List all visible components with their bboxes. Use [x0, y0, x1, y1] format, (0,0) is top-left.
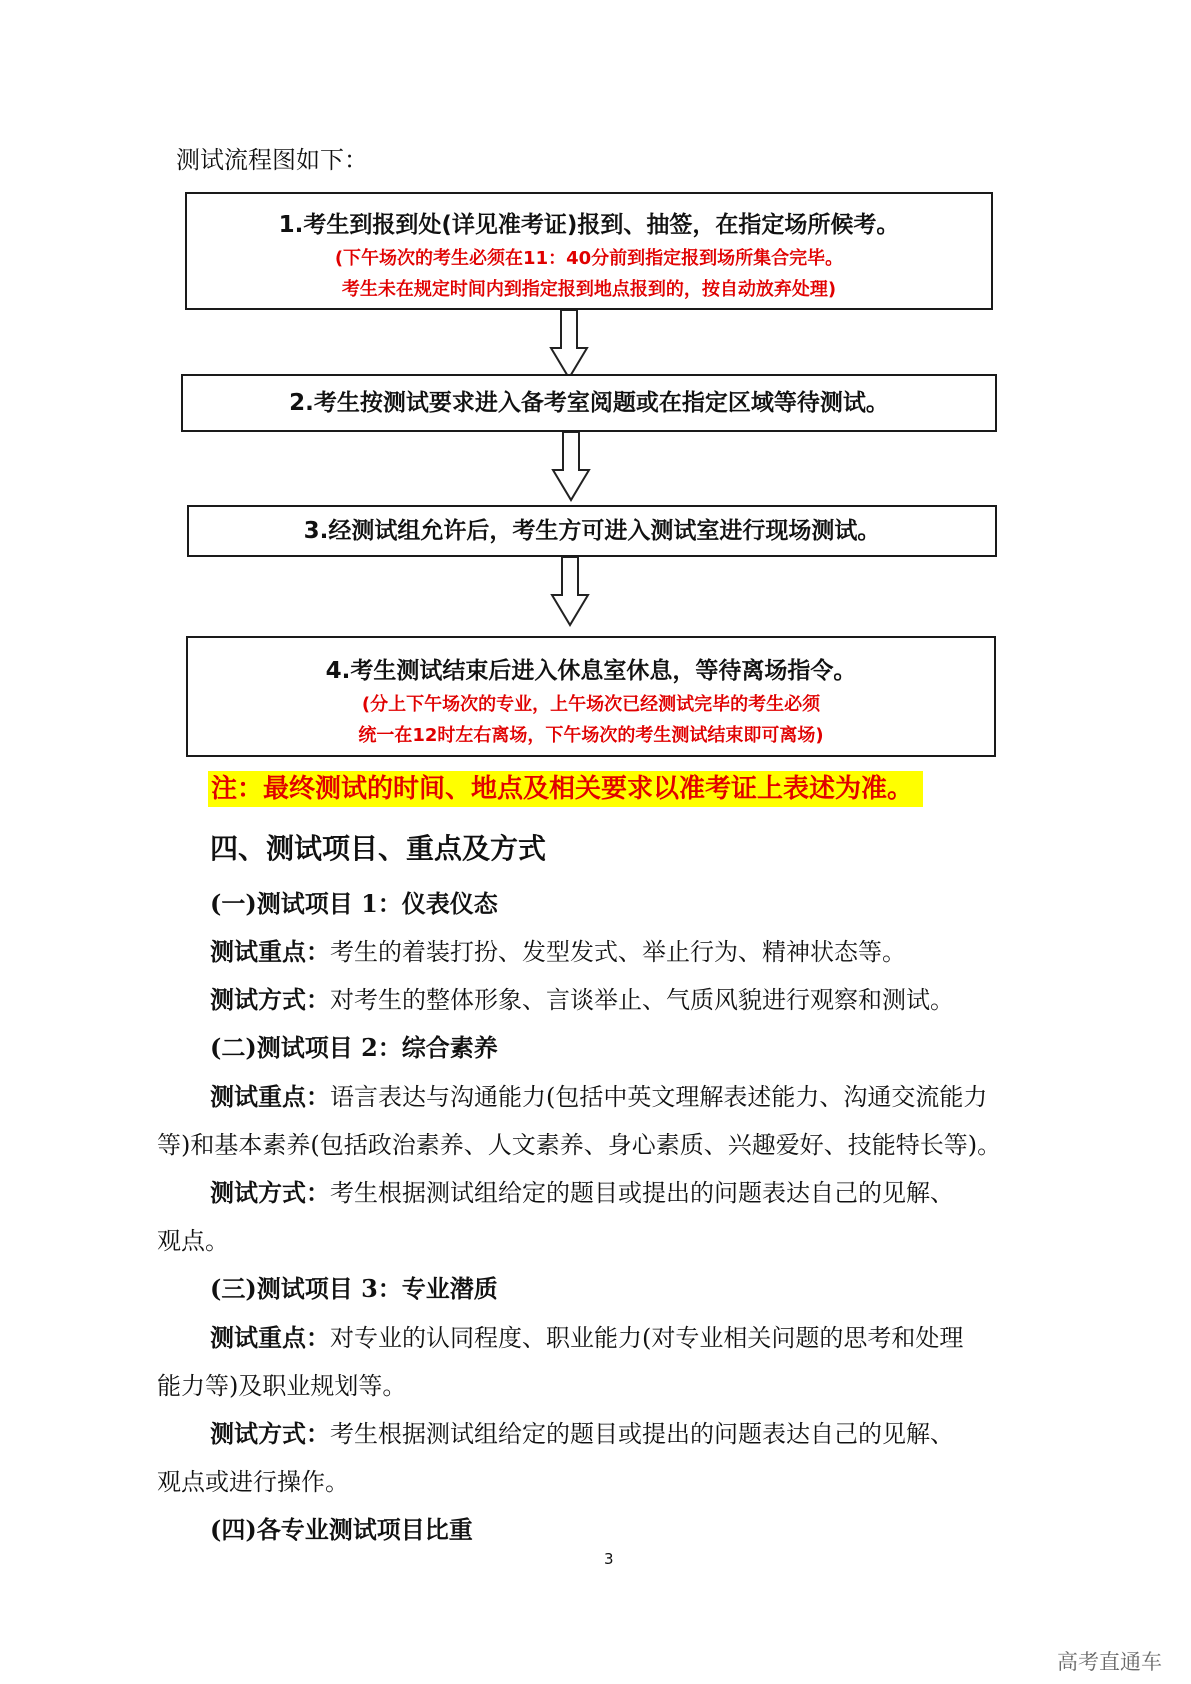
- item-3-focus-label: 测试重点：: [210, 1323, 330, 1352]
- flow-step-1: [185, 192, 993, 310]
- down-arrow-icon: [550, 557, 590, 627]
- down-arrow-icon: [551, 432, 591, 502]
- item-1-method: [210, 980, 954, 1015]
- flow-step-1-note-1: (下午场次的考生必须在11：40分前到指定报到场所集合完毕。: [334, 248, 844, 269]
- flow-step-4: [186, 636, 996, 757]
- flow-step-4-note-2: 统一在12时左右离场，下午场次的考生测试结束即可离场): [358, 725, 824, 746]
- item-1-focus-label: 测试重点：: [210, 937, 330, 966]
- flow-step-3: [187, 505, 997, 557]
- item-2-method-text: 考生根据测试组给定的题目或提出的问题表达自己的见解、: [330, 1179, 954, 1207]
- flow-step-1-note-2: 考生未在规定时间内到指定报到地点报到的，按自动放弃处理): [341, 279, 837, 300]
- down-arrow-icon: [549, 310, 589, 380]
- item-4-title: (四)各专业测试项目比重: [210, 1515, 473, 1544]
- item-1-focus-text: 考生的着装打扮、发型发式、举止行为、精神状态等。: [330, 938, 906, 966]
- section-title: 四、测试项目、重点及方式: [210, 832, 547, 865]
- item-2-focus-label: 测试重点：: [210, 1082, 330, 1111]
- item-1-method-text: 对考生的整体形象、言谈举止、气质风貌进行观察和测试。: [330, 986, 954, 1014]
- item-2-focus: [210, 1077, 987, 1112]
- item-3-method-cont: 观点或进行操作。: [157, 1468, 349, 1496]
- item-3-focus-cont: 能力等)及职业规划等。: [157, 1372, 407, 1400]
- item-3-method: [210, 1414, 954, 1449]
- flow-step-2-main: 2.考生按测试要求进入备考室阅题或在指定区域等待测试。: [289, 390, 889, 416]
- item-2-title: (二)测试项目 2：综合素养: [210, 1033, 498, 1062]
- flow-step-1-main: 1.考生到报到处(详见准考证)报到、抽签，在指定场所候考。: [278, 212, 900, 238]
- item-2-focus-text: 语言表达与沟通能力(包括中英文理解表述能力、沟通交流能力: [330, 1083, 988, 1111]
- item-3-title: (三)测试项目 3：专业潜质: [210, 1274, 498, 1303]
- item-2-focus-cont: 等)和基本素养(包括政治素养、人文素养、身心素质、兴趣爱好、技能特长等)。: [157, 1131, 1002, 1159]
- flow-step-4-main: 4.考生测试结束后进入休息室休息，等待离场指令。: [325, 658, 857, 684]
- flow-step-4-note-1: (分上下午场次的专业，上午场次已经测试完毕的考生必须: [361, 694, 821, 715]
- item-2-method-label: 测试方式：: [210, 1178, 330, 1207]
- page-number: 3: [604, 1550, 614, 1568]
- item-3-method-text: 考生根据测试组给定的题目或提出的问题表达自己的见解、: [330, 1420, 954, 1448]
- item-1-title: (一)测试项目 1：仪表仪态: [210, 889, 498, 918]
- flowchart-intro: 测试流程图如下：: [176, 146, 368, 174]
- item-1-method-label: 测试方式：: [210, 985, 330, 1014]
- item-3-focus-text: 对专业的认同程度、职业能力(对专业相关问题的思考和处理: [330, 1324, 964, 1352]
- watermark: 高考直通车: [1057, 1650, 1162, 1674]
- item-3-focus: [210, 1318, 963, 1353]
- flow-step-3-main: 3.经测试组允许后，考生方可进入测试室进行现场测试。: [303, 518, 881, 544]
- flow-step-2: [181, 374, 997, 432]
- item-1-focus: [210, 932, 906, 967]
- item-2-method-cont: 观点。: [157, 1227, 229, 1255]
- item-3-method-label: 测试方式：: [210, 1419, 330, 1448]
- warning-note: 注：最终测试的时间、地点及相关要求以准考证上表述为准。: [208, 771, 923, 807]
- item-2-method: [210, 1173, 954, 1208]
